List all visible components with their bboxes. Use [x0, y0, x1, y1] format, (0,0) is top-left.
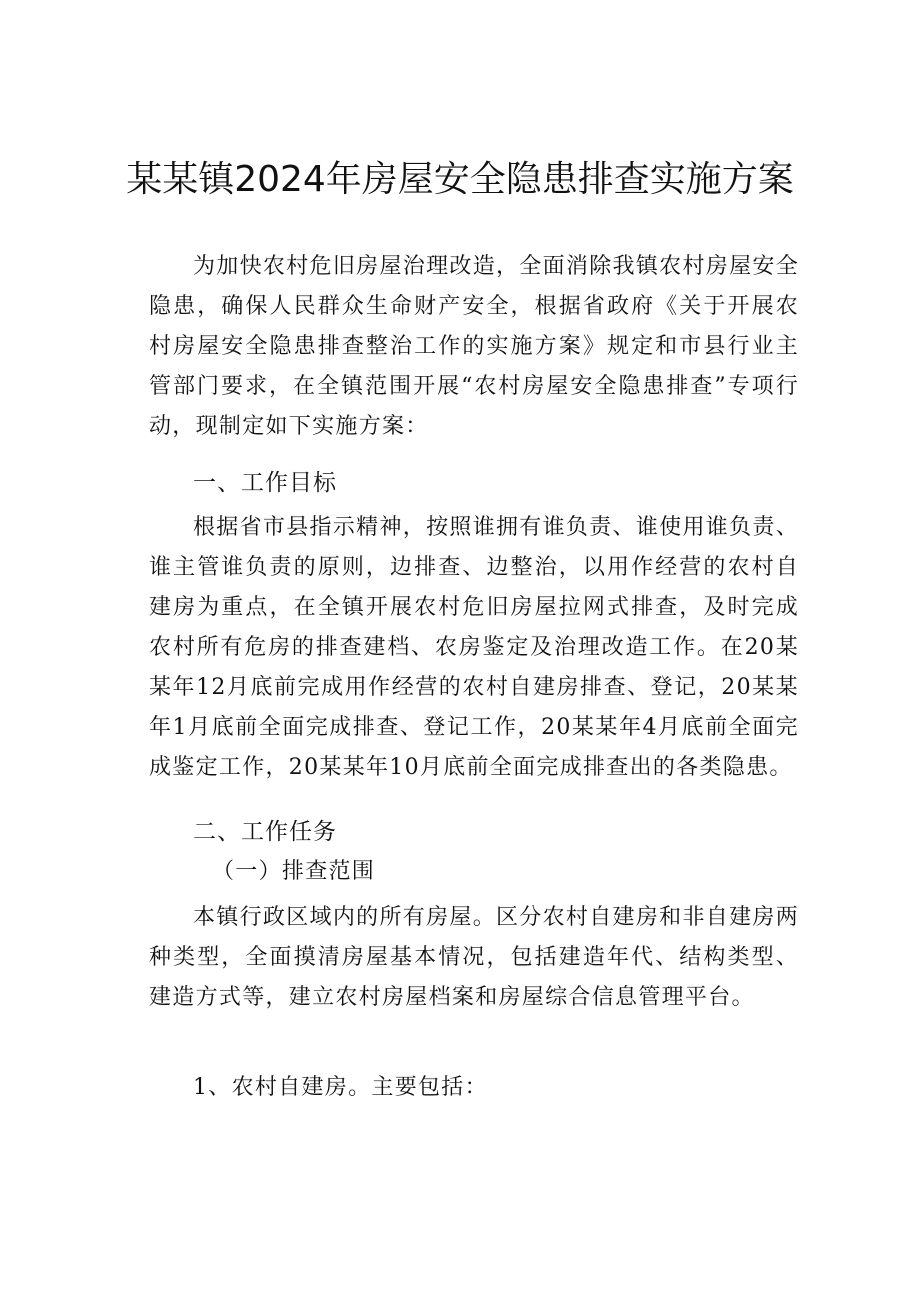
- section-heading-goals: 一、工作目标: [193, 470, 337, 496]
- subsection-heading-scope: （一）排查范围: [212, 859, 376, 884]
- section-heading-tasks: 二、工作任务: [193, 819, 337, 845]
- scope-paragraph: 本镇行政区域内的所有房屋。区分农村自建房和非自建房两种类型，全面摸清房屋基本情况，包括建造年代、结构类型、建造方式等，建立农村房屋档案和房屋综合信息管理平台。: [149, 905, 799, 1010]
- goals-paragraph: 根据省市县指示精神，按照谁拥有谁负责、谁使用谁负责、谁主管谁负责的原则，边排查、边整治，以用作经营的农村自建房为重点，在全镇开展农村危旧房屋拉网式排查，及时完成农村所有危房的排查建档、农房鉴定及治理改造工作。在20某某年12月底前完成用作经营的农村自建房排查、登记，20某某年1月底前全面完成排查、登记工作，20某某年4月底前全面完成鉴定工作，20某某年10月底前全面完成排查出的各类隐患。: [149, 515, 799, 780]
- list-item-rural-self-built: 1、农村自建房。主要包括：: [193, 1075, 488, 1100]
- document-title: 某某镇2024年房屋安全隐患排查实施方案: [126, 159, 794, 200]
- intro-paragraph: 为加快农村危旧房屋治理改造，全面消除我镇农村房屋安全隐患，确保人民群众生命财产安全，根据省政府《关于开展农村房屋安全隐患排查整治工作的实施方案》规定和市县行业主管部门要求，在全镇范围开展“农村房屋安全隐患排查”专项行动，现制定如下实施方案：: [149, 254, 799, 439]
